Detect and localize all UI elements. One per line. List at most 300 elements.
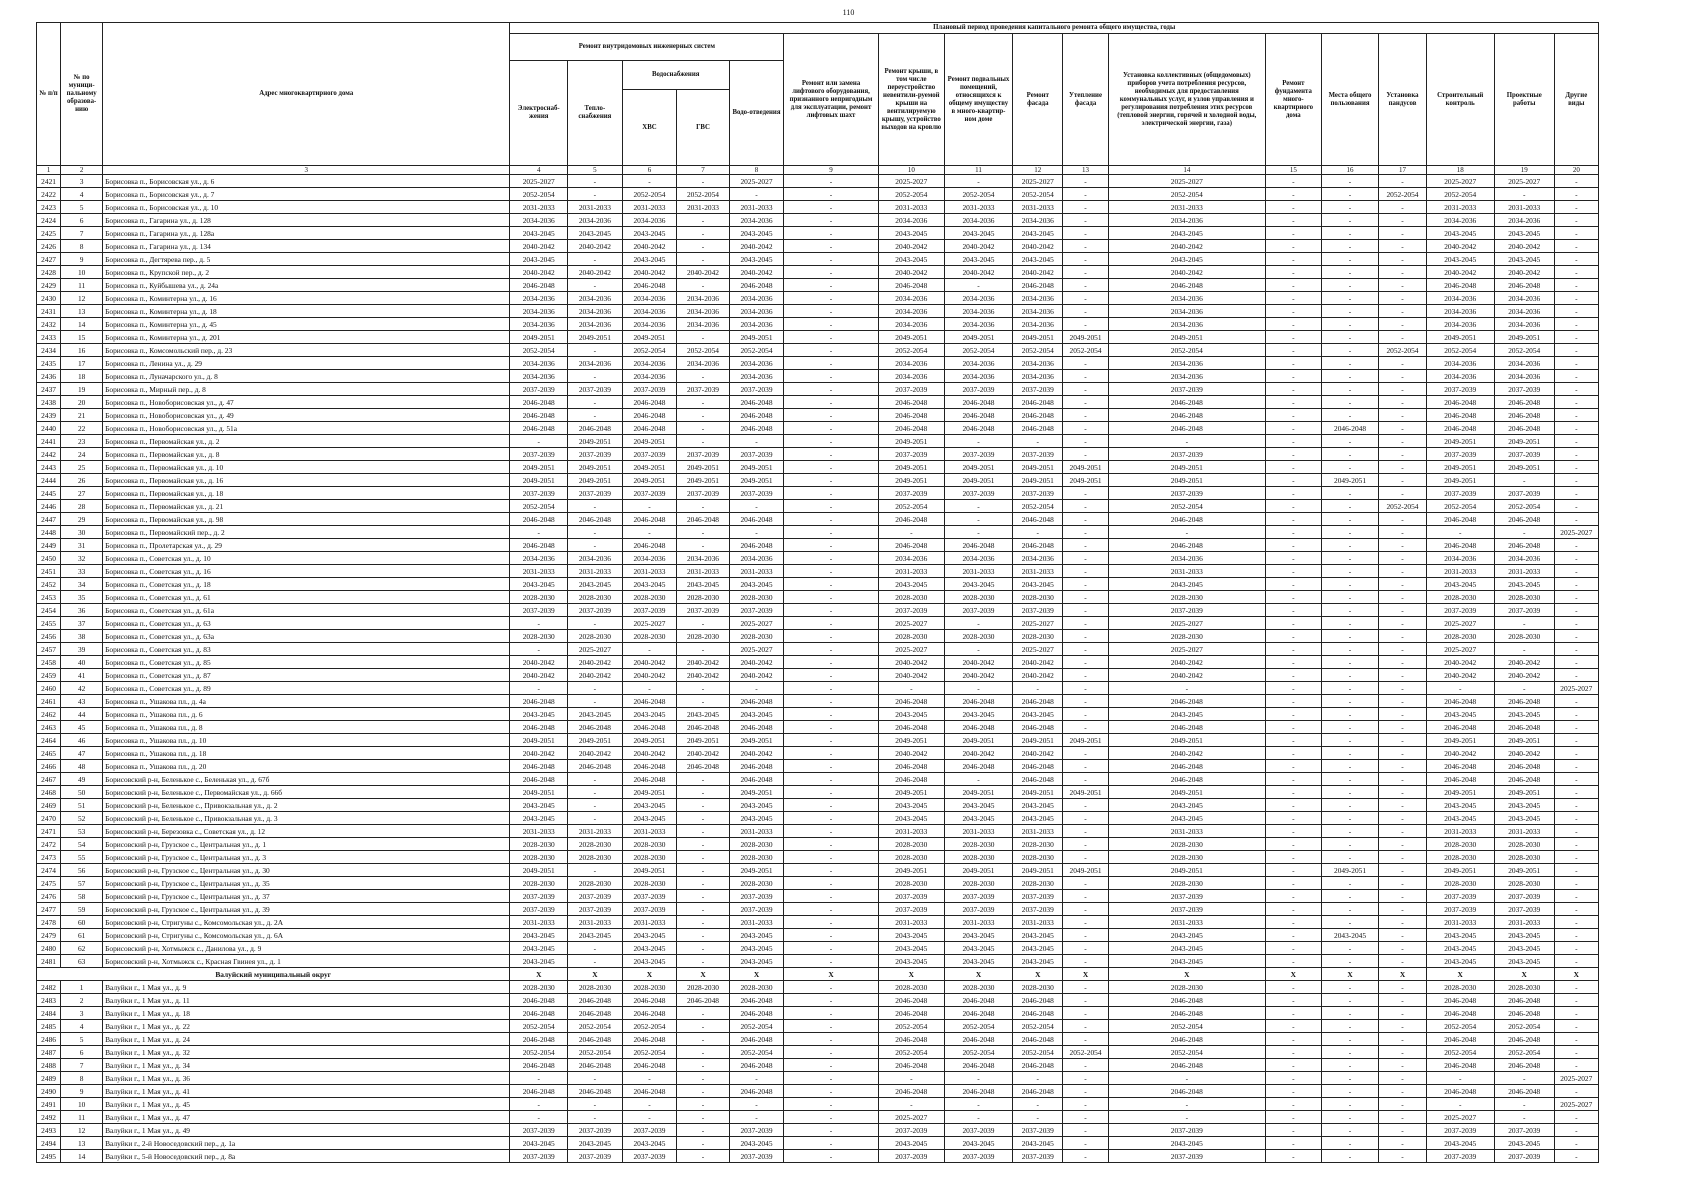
period-cell: 2034-2036 bbox=[1426, 214, 1494, 227]
address-cell: Борисовский р-н, Березовка с., Советская ул., д. 12 bbox=[103, 825, 510, 838]
period-cell: - bbox=[784, 526, 878, 539]
table-row bbox=[37, 253, 1599, 266]
row-number: 2439 bbox=[37, 409, 61, 422]
municipal-number: 23 bbox=[61, 435, 103, 448]
period-cell: - bbox=[1554, 448, 1598, 461]
address-cell: Валуйки г., 1 Мая ул., д. 18 bbox=[103, 1007, 510, 1020]
period-cell: - bbox=[1063, 656, 1108, 669]
period-cell: 2034-2036 bbox=[510, 292, 568, 305]
period-cell: 2049-2051 bbox=[622, 864, 677, 877]
period-cell: - bbox=[677, 812, 729, 825]
period-cell: - bbox=[677, 422, 729, 435]
address-cell: Борисовка п., Луначарского ул., д. 8 bbox=[103, 370, 510, 383]
period-cell: - bbox=[784, 682, 878, 695]
period-cell: 2028-2030 bbox=[622, 591, 677, 604]
municipal-number: 61 bbox=[61, 929, 103, 942]
period-cell: - bbox=[1379, 760, 1426, 773]
period-cell: 2031-2033 bbox=[510, 916, 568, 929]
period-cell: - bbox=[878, 526, 944, 539]
period-cell: - bbox=[1266, 409, 1322, 422]
period-cell: - bbox=[1266, 721, 1322, 734]
header-common-areas: Места общего пользования bbox=[1321, 34, 1379, 166]
municipal-number: 52 bbox=[61, 812, 103, 825]
period-cell: 2049-2051 bbox=[878, 474, 944, 487]
period-cell: - bbox=[784, 1033, 878, 1046]
period-cell: - bbox=[677, 786, 729, 799]
municipal-number: 43 bbox=[61, 695, 103, 708]
municipal-number: 6 bbox=[61, 214, 103, 227]
period-cell: 2040-2042 bbox=[568, 656, 623, 669]
period-cell: - bbox=[1108, 1111, 1265, 1124]
period-cell: - bbox=[1266, 1150, 1322, 1163]
period-cell: - bbox=[677, 1085, 729, 1098]
period-cell: - bbox=[1266, 695, 1322, 708]
period-cell: 2049-2051 bbox=[568, 435, 623, 448]
period-cell: 2037-2039 bbox=[1426, 1150, 1494, 1163]
period-cell: 2046-2048 bbox=[1013, 513, 1063, 526]
period-cell: 2037-2039 bbox=[1108, 890, 1265, 903]
period-cell: - bbox=[784, 604, 878, 617]
period-cell: - bbox=[784, 175, 878, 188]
period-cell: - bbox=[1321, 877, 1379, 890]
period-cell: - bbox=[784, 1098, 878, 1111]
period-cell: - bbox=[1266, 227, 1322, 240]
period-cell: 2028-2030 bbox=[568, 851, 623, 864]
period-cell: 2046-2048 bbox=[510, 1059, 568, 1072]
period-cell: - bbox=[1379, 513, 1426, 526]
period-cell: 2028-2030 bbox=[1108, 591, 1265, 604]
address-cell: Борисовка п., Гагарина ул., д. 128а bbox=[103, 227, 510, 240]
period-cell: 2028-2030 bbox=[878, 630, 944, 643]
period-cell: 2052-2054 bbox=[1494, 1046, 1554, 1059]
address-cell: Борисовка п., Новоборисовская ул., д. 51а bbox=[103, 422, 510, 435]
period-cell: 2046-2048 bbox=[878, 422, 944, 435]
municipal-number: 19 bbox=[61, 383, 103, 396]
period-cell: - bbox=[568, 812, 623, 825]
period-cell: - bbox=[1063, 929, 1108, 942]
period-cell: - bbox=[1379, 279, 1426, 292]
municipal-number: 41 bbox=[61, 669, 103, 682]
period-cell: - bbox=[944, 435, 1012, 448]
period-cell: 2043-2045 bbox=[878, 799, 944, 812]
period-cell: 2031-2033 bbox=[1013, 201, 1063, 214]
municipal-number: 13 bbox=[61, 1137, 103, 1150]
row-number: 2488 bbox=[37, 1059, 61, 1072]
period-cell: 2037-2039 bbox=[1013, 448, 1063, 461]
period-cell: 2046-2048 bbox=[1321, 422, 1379, 435]
period-cell: 2049-2051 bbox=[729, 864, 784, 877]
period-cell: - bbox=[1013, 526, 1063, 539]
row-number: 2467 bbox=[37, 773, 61, 786]
period-cell: 2034-2036 bbox=[622, 357, 677, 370]
row-number: 2471 bbox=[37, 825, 61, 838]
table-row bbox=[37, 1150, 1599, 1163]
table-row bbox=[37, 630, 1599, 643]
period-cell: - bbox=[1321, 1046, 1379, 1059]
period-cell: - bbox=[944, 279, 1012, 292]
period-cell: X bbox=[1554, 968, 1598, 981]
period-cell: - bbox=[677, 903, 729, 916]
period-cell: 2049-2051 bbox=[878, 734, 944, 747]
period-cell: 2046-2048 bbox=[510, 721, 568, 734]
period-cell: - bbox=[1063, 201, 1108, 214]
period-cell: - bbox=[784, 942, 878, 955]
period-cell: 2025-2027 bbox=[878, 617, 944, 630]
period-cell: - bbox=[1063, 1033, 1108, 1046]
period-cell: - bbox=[784, 656, 878, 669]
period-cell: - bbox=[677, 617, 729, 630]
period-cell: 2040-2042 bbox=[1013, 240, 1063, 253]
row-number: 2469 bbox=[37, 799, 61, 812]
period-cell: - bbox=[1108, 435, 1265, 448]
period-cell: 2031-2033 bbox=[944, 916, 1012, 929]
period-cell: - bbox=[1063, 747, 1108, 760]
period-cell: - bbox=[784, 240, 878, 253]
period-cell: 2031-2033 bbox=[510, 825, 568, 838]
period-cell: - bbox=[1063, 994, 1108, 1007]
period-cell: - bbox=[1063, 825, 1108, 838]
period-cell: 2049-2051 bbox=[510, 734, 568, 747]
period-cell: - bbox=[1554, 422, 1598, 435]
period-cell: 2034-2036 bbox=[1494, 305, 1554, 318]
period-cell: - bbox=[1554, 409, 1598, 422]
period-cell: 2034-2036 bbox=[568, 292, 623, 305]
column-number: 2 bbox=[61, 166, 103, 175]
period-cell: - bbox=[1321, 916, 1379, 929]
address-cell: Борисовка п., Советская ул., д. 61а bbox=[103, 604, 510, 617]
period-cell: 2037-2039 bbox=[1108, 1150, 1265, 1163]
period-cell: 2043-2045 bbox=[677, 578, 729, 591]
table-row bbox=[37, 682, 1599, 695]
period-cell: - bbox=[1554, 929, 1598, 942]
period-cell: 2046-2048 bbox=[1108, 1059, 1265, 1072]
period-cell: - bbox=[1321, 526, 1379, 539]
municipal-number: 5 bbox=[61, 201, 103, 214]
period-cell: 2046-2048 bbox=[1013, 396, 1063, 409]
period-cell: 2034-2036 bbox=[622, 305, 677, 318]
period-cell: 2049-2051 bbox=[944, 461, 1012, 474]
period-cell: 2034-2036 bbox=[729, 292, 784, 305]
municipal-number: 16 bbox=[61, 344, 103, 357]
period-cell: - bbox=[729, 682, 784, 695]
period-cell: 2049-2051 bbox=[622, 474, 677, 487]
row-number: 2494 bbox=[37, 1137, 61, 1150]
address-cell: Борисовка п., Борисовская ул., д. 6 bbox=[103, 175, 510, 188]
table-row bbox=[37, 383, 1599, 396]
period-cell: 2037-2039 bbox=[677, 448, 729, 461]
period-cell: 2043-2045 bbox=[1108, 799, 1265, 812]
period-cell: 2037-2039 bbox=[878, 383, 944, 396]
period-cell: - bbox=[677, 1111, 729, 1124]
table-row bbox=[37, 916, 1599, 929]
period-cell: - bbox=[1266, 357, 1322, 370]
period-cell: - bbox=[1063, 591, 1108, 604]
period-cell: - bbox=[784, 188, 878, 201]
address-cell: Борисовский р-н, Беленькое с., Привокзальная ул., д. 3 bbox=[103, 812, 510, 825]
period-cell: 2046-2048 bbox=[510, 1007, 568, 1020]
period-cell: 2034-2036 bbox=[729, 318, 784, 331]
table-row bbox=[37, 240, 1599, 253]
municipal-number: 14 bbox=[61, 318, 103, 331]
period-cell: 2040-2042 bbox=[1426, 266, 1494, 279]
row-number: 2446 bbox=[37, 500, 61, 513]
period-cell: X bbox=[944, 968, 1012, 981]
municipal-number: 57 bbox=[61, 877, 103, 890]
municipal-number: 2 bbox=[61, 994, 103, 1007]
period-cell: - bbox=[568, 942, 623, 955]
period-cell: 2040-2042 bbox=[1108, 747, 1265, 760]
period-cell: X bbox=[1063, 968, 1108, 981]
row-number: 2483 bbox=[37, 994, 61, 1007]
page-number: 110 bbox=[842, 8, 855, 17]
period-cell: - bbox=[784, 591, 878, 604]
period-cell: 2031-2033 bbox=[568, 916, 623, 929]
period-cell: - bbox=[878, 1072, 944, 1085]
period-cell: X bbox=[1426, 968, 1494, 981]
period-cell: - bbox=[1379, 1085, 1426, 1098]
period-cell: 2043-2045 bbox=[1494, 799, 1554, 812]
table-row bbox=[37, 214, 1599, 227]
period-cell: 2034-2036 bbox=[1108, 370, 1265, 383]
period-cell: 2046-2048 bbox=[944, 1059, 1012, 1072]
period-cell: 2034-2036 bbox=[1426, 318, 1494, 331]
period-cell: 2037-2039 bbox=[568, 1150, 623, 1163]
period-cell: - bbox=[568, 188, 623, 201]
period-cell: 2037-2039 bbox=[568, 604, 623, 617]
period-cell: 2028-2030 bbox=[944, 851, 1012, 864]
table-row bbox=[37, 838, 1599, 851]
period-cell: 2040-2042 bbox=[729, 240, 784, 253]
period-cell: - bbox=[1379, 331, 1426, 344]
period-cell: - bbox=[1554, 734, 1598, 747]
column-number: 8 bbox=[729, 166, 784, 175]
row-number: 2481 bbox=[37, 955, 61, 968]
period-cell: X bbox=[1321, 968, 1379, 981]
period-cell: 2028-2030 bbox=[944, 877, 1012, 890]
address-cell: Борисовка п., Коминтерна ул., д. 201 bbox=[103, 331, 510, 344]
period-cell: 2037-2039 bbox=[944, 383, 1012, 396]
table-row bbox=[37, 851, 1599, 864]
table-row bbox=[37, 1046, 1599, 1059]
period-cell: - bbox=[1379, 396, 1426, 409]
period-cell: 2034-2036 bbox=[677, 552, 729, 565]
period-cell: 2037-2039 bbox=[568, 890, 623, 903]
period-cell: - bbox=[784, 292, 878, 305]
period-cell: - bbox=[878, 682, 944, 695]
municipal-number: 44 bbox=[61, 708, 103, 721]
period-cell: 2043-2045 bbox=[568, 708, 623, 721]
period-cell: - bbox=[1554, 1020, 1598, 1033]
period-cell: 2031-2033 bbox=[622, 916, 677, 929]
period-cell: 2043-2045 bbox=[1108, 578, 1265, 591]
period-cell: 2028-2030 bbox=[510, 981, 568, 994]
period-cell: 2046-2048 bbox=[622, 1033, 677, 1046]
period-cell: - bbox=[1321, 669, 1379, 682]
period-cell: 2037-2039 bbox=[1108, 1124, 1265, 1137]
table-row bbox=[37, 552, 1599, 565]
period-cell: - bbox=[1379, 773, 1426, 786]
period-cell: 2034-2036 bbox=[622, 370, 677, 383]
period-cell: 2046-2048 bbox=[878, 1007, 944, 1020]
column-number: 19 bbox=[1494, 166, 1554, 175]
period-cell: 2037-2039 bbox=[622, 890, 677, 903]
period-cell: - bbox=[1554, 786, 1598, 799]
address-cell: Борисовка п., Ушакова пл., д. 20 bbox=[103, 760, 510, 773]
period-cell: - bbox=[1266, 370, 1322, 383]
table-row bbox=[37, 513, 1599, 526]
period-cell: 2028-2030 bbox=[622, 981, 677, 994]
period-cell: 2037-2039 bbox=[729, 604, 784, 617]
period-cell: - bbox=[677, 1033, 729, 1046]
period-cell: 2031-2033 bbox=[729, 201, 784, 214]
period-cell: 2046-2048 bbox=[729, 513, 784, 526]
period-cell: 2040-2042 bbox=[1013, 747, 1063, 760]
period-cell: - bbox=[1554, 344, 1598, 357]
period-cell: - bbox=[784, 773, 878, 786]
period-cell: 2031-2033 bbox=[510, 565, 568, 578]
table-row bbox=[37, 1033, 1599, 1046]
period-cell: - bbox=[784, 565, 878, 578]
period-cell: - bbox=[1266, 981, 1322, 994]
period-cell: 2043-2045 bbox=[1321, 929, 1379, 942]
row-number: 2449 bbox=[37, 539, 61, 552]
municipal-number: 60 bbox=[61, 916, 103, 929]
period-cell: - bbox=[1554, 1124, 1598, 1137]
period-cell: 2043-2045 bbox=[729, 955, 784, 968]
period-cell: 2043-2045 bbox=[1013, 799, 1063, 812]
period-cell: 2046-2048 bbox=[729, 539, 784, 552]
table-row bbox=[37, 617, 1599, 630]
period-cell: 2028-2030 bbox=[1494, 630, 1554, 643]
header-foundation: Ремонт фундамента много-квартирного дома bbox=[1266, 34, 1322, 166]
period-cell: 2043-2045 bbox=[510, 942, 568, 955]
period-cell: 2046-2048 bbox=[1494, 539, 1554, 552]
period-cell: 2049-2051 bbox=[729, 474, 784, 487]
period-cell: - bbox=[1108, 526, 1265, 539]
period-cell: 2037-2039 bbox=[1426, 890, 1494, 903]
period-cell: 2043-2045 bbox=[1426, 955, 1494, 968]
period-cell: 2031-2033 bbox=[878, 825, 944, 838]
period-cell: - bbox=[1426, 526, 1494, 539]
period-cell: 2034-2036 bbox=[878, 552, 944, 565]
period-cell: 2043-2045 bbox=[1108, 227, 1265, 240]
period-cell: 2046-2048 bbox=[1494, 1033, 1554, 1046]
address-cell: Валуйки г., 1 Мая ул., д. 45 bbox=[103, 1098, 510, 1111]
period-cell: - bbox=[1266, 903, 1322, 916]
period-cell: 2031-2033 bbox=[878, 916, 944, 929]
period-cell: 2037-2039 bbox=[878, 903, 944, 916]
period-cell: 2052-2054 bbox=[1108, 1046, 1265, 1059]
period-cell: - bbox=[784, 1072, 878, 1085]
period-cell: 2043-2045 bbox=[1108, 708, 1265, 721]
period-cell: 2034-2036 bbox=[568, 214, 623, 227]
period-cell: - bbox=[1266, 617, 1322, 630]
period-cell: 2046-2048 bbox=[677, 721, 729, 734]
period-cell: 2034-2036 bbox=[677, 318, 729, 331]
table-row bbox=[37, 669, 1599, 682]
period-cell: - bbox=[1013, 1111, 1063, 1124]
period-cell: 2037-2039 bbox=[510, 1124, 568, 1137]
period-cell: 2028-2030 bbox=[622, 838, 677, 851]
period-cell: 2052-2054 bbox=[944, 1020, 1012, 1033]
period-cell: 2028-2030 bbox=[878, 838, 944, 851]
period-cell: - bbox=[1321, 344, 1379, 357]
period-cell: X bbox=[1379, 968, 1426, 981]
table-row bbox=[37, 799, 1599, 812]
period-cell: 2049-2051 bbox=[1426, 461, 1494, 474]
period-cell: - bbox=[1063, 916, 1108, 929]
municipal-number: 24 bbox=[61, 448, 103, 461]
period-cell: - bbox=[1321, 838, 1379, 851]
period-cell: 2049-2051 bbox=[568, 331, 623, 344]
period-cell: - bbox=[568, 773, 623, 786]
period-cell: - bbox=[784, 864, 878, 877]
period-cell: - bbox=[1379, 357, 1426, 370]
period-cell: 2025-2027 bbox=[1426, 1111, 1494, 1124]
period-cell: - bbox=[1554, 370, 1598, 383]
period-cell: 2028-2030 bbox=[729, 838, 784, 851]
period-cell: 2034-2036 bbox=[944, 357, 1012, 370]
period-cell: - bbox=[677, 435, 729, 448]
period-cell: - bbox=[1063, 370, 1108, 383]
period-cell: - bbox=[1379, 253, 1426, 266]
period-cell: 2046-2048 bbox=[568, 1085, 623, 1098]
period-cell: 2040-2042 bbox=[1013, 266, 1063, 279]
address-cell: Борисовка п., Дегтярева пер., д. 5 bbox=[103, 253, 510, 266]
period-cell: - bbox=[1266, 279, 1322, 292]
period-cell: 2028-2030 bbox=[568, 630, 623, 643]
period-cell: - bbox=[1321, 721, 1379, 734]
period-cell: 2043-2045 bbox=[1108, 1137, 1265, 1150]
header-row-number: № п/п bbox=[37, 23, 61, 166]
period-cell: - bbox=[1494, 1098, 1554, 1111]
period-cell: 2049-2051 bbox=[1494, 331, 1554, 344]
period-cell: 2049-2051 bbox=[677, 474, 729, 487]
period-cell: - bbox=[1321, 656, 1379, 669]
period-cell: - bbox=[784, 630, 878, 643]
address-cell: Борисовка п., Новоборисовская ул., д. 47 bbox=[103, 396, 510, 409]
period-cell: - bbox=[1063, 955, 1108, 968]
municipal-number: 50 bbox=[61, 786, 103, 799]
period-cell: 2046-2048 bbox=[1494, 1059, 1554, 1072]
row-number: 2492 bbox=[37, 1111, 61, 1124]
period-cell: - bbox=[1063, 448, 1108, 461]
period-cell: 2031-2033 bbox=[878, 201, 944, 214]
address-cell: Борисовский р-н, Грузское с., Центральная ул., д. 30 bbox=[103, 864, 510, 877]
period-cell: - bbox=[1266, 318, 1322, 331]
municipal-number: 15 bbox=[61, 331, 103, 344]
period-cell: 2049-2051 bbox=[1063, 461, 1108, 474]
period-cell: - bbox=[1063, 838, 1108, 851]
period-cell: 2031-2033 bbox=[677, 565, 729, 578]
period-cell: 2043-2045 bbox=[510, 812, 568, 825]
period-cell: - bbox=[622, 175, 677, 188]
period-cell: 2046-2048 bbox=[878, 539, 944, 552]
municipal-number: 26 bbox=[61, 474, 103, 487]
period-cell: - bbox=[510, 1072, 568, 1085]
period-cell: - bbox=[1379, 1020, 1426, 1033]
period-cell: 2028-2030 bbox=[944, 981, 1012, 994]
period-cell: 2040-2042 bbox=[1013, 669, 1063, 682]
period-cell: - bbox=[1554, 175, 1598, 188]
period-cell: - bbox=[568, 617, 623, 630]
period-cell: - bbox=[1321, 253, 1379, 266]
period-cell: - bbox=[1321, 357, 1379, 370]
period-cell: 2043-2045 bbox=[622, 253, 677, 266]
address-cell: Борисовка п., Первомайская ул., д. 2 bbox=[103, 435, 510, 448]
period-cell: 2034-2036 bbox=[622, 552, 677, 565]
period-cell: - bbox=[784, 981, 878, 994]
